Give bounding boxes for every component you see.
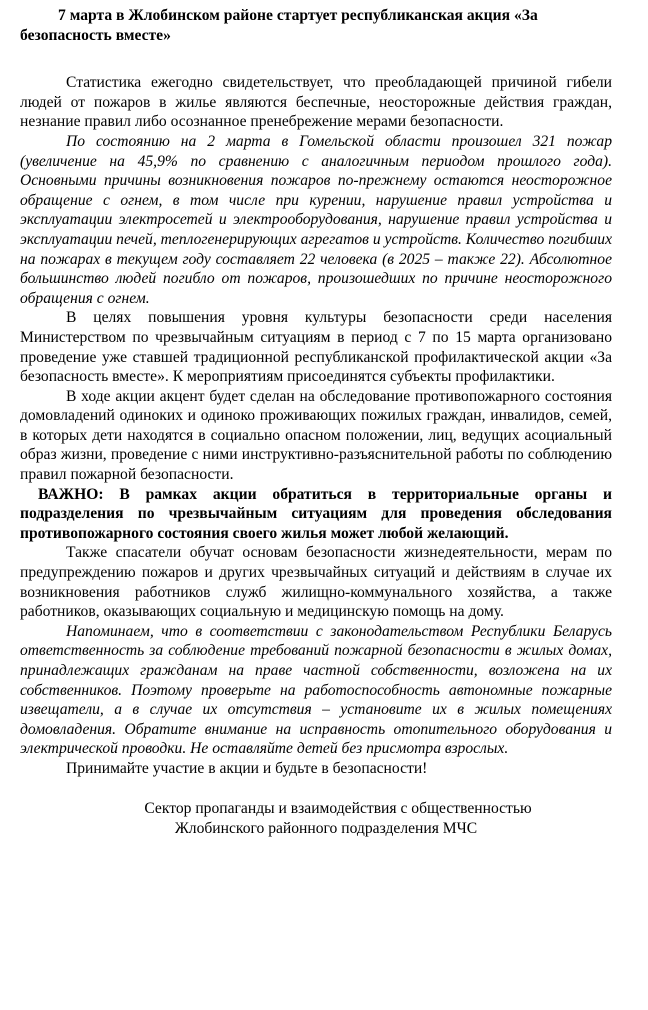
signature-line-1: Сектор пропаганды и взаимодействия с общественностью [144,799,532,817]
paragraph-regional-fires: По состоянию на 2 марта в Гомельской области произошел 321 пожар (увеличение на 45,9% по сравнению с аналогичным периодом прошлого года). Основными причины возникновения пожаров по-прежнему остаются неосторожное обращение с огнем, в том числе при курении, нарушение правил устройства и эксплуатации электросетей и электрооборудования, нарушение правил устройства и эксплуатации печей, теплогенерирующих агрегатов и устройств. Количество погибших на пожарах в текущем году составляет 22 человека (в 2025 – также 22). Абсолютное большинство людей погибло от пожаров, произошедших по причине неосторожного обращения с огнем. [20,132,612,307]
paragraph-campaign-info: В целях повышения уровня культуры безопасности среди населения Министерством по чрезвычайным ситуациям в период с 7 по 15 марта организовано проведение уже ставшей традиционной республиканской профилактической акции «За безопасность вместе». К мероприятиям присоединятся субъекты профилактики. [20,309,612,386]
document-title: 7 марта в Жлобинском районе стартует республиканская акция «За безопасность вместе» [20,7,538,44]
document-page [20,6,612,839]
signature-line-2: Жлобинского районного подразделения МЧС [174,819,478,837]
paragraph-closing: Принимайте участие в акции и будьте в безопасности! [66,759,428,777]
paragraph-statistics: Статистика ежегодно свидетельствует, что преобладающей причиной гибели людей от пожаров в жилье являются беспечные, неосторожные действия граждан, незнание правил либо осознанное пренебрежение мерами безопасности. [20,74,612,131]
signature-block [20,799,612,839]
paragraph-reminder: Напоминаем, что в соответствии с законодательством Республики Беларусь ответственность за соблюдение требований пожарной безопасности в жилых домах, принадлежащих гражданам на праве частной собственности, возложена на их собственников. Поэтому проверьте на работоспособность автономные пожарные извещатели, а в случае их отсутствия – установите их в жилых помещениях домовладения. Обратите внимание на исправность отопительного оборудования и электрической проводки. Не оставляйте детей без присмотра взрослых. [20,622,612,758]
paragraph-training: Также спасатели обучат основам безопасности жизнедеятельности, мерам по предупреждению пожаров и других чрезвычайных ситуаций и действиям в случае их возникновения работников служб жилищно-коммунального хозяйства, а также работников, оказывающих социальную и медицинскую помощь на дому. [20,544,612,621]
paragraph-campaign-focus: В ходе акции акцент будет сделан на обследование противопожарного состояния домовладений одиноких и одиноко проживающих пожилых граждан, инвалидов, семей, в которых дети находятся в социально опасном положении, лиц, ведущих асоциальный образ жизни, проведение с ними инструктивно-разъяснительной работы по соблюдению правил пожарной безопасности. [20,387,612,484]
paragraph-important-notice: ВАЖНО: В рамках акции обратиться в территориальные органы и подразделения по чрезвычайным ситуациям для проведения обследования противопожарного состояния своего жилья может любой желающий. [20,485,612,542]
